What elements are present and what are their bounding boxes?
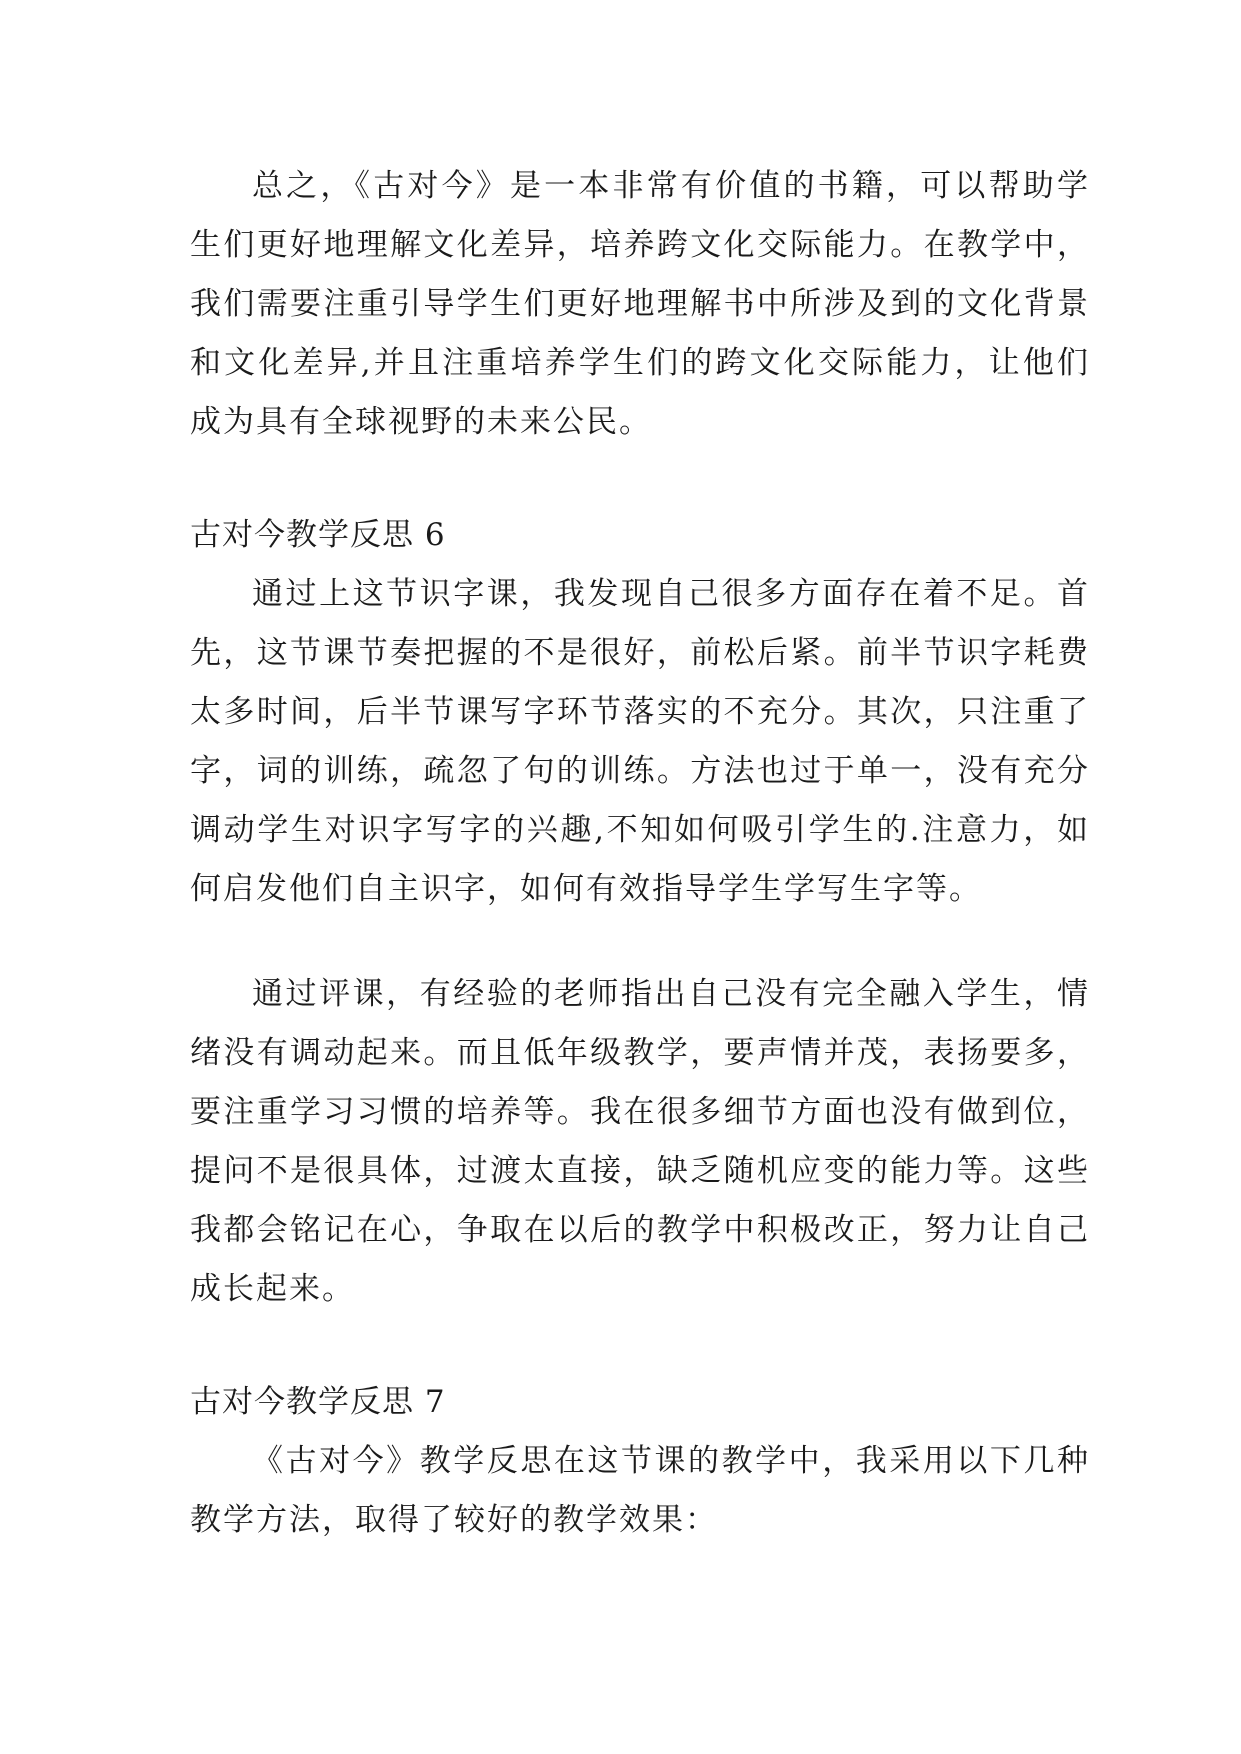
paragraph-reflection-7-part-1: 《古对今》教学反思在这节课的教学中，我采用以下几种教学方法，取得了较好的教学效果： bbox=[190, 1443, 1090, 1538]
section-heading-7: 古对今教学反思 7 bbox=[190, 1384, 446, 1420]
paragraph-conclusion: 总之，《古对今》是一本非常有价值的书籍，可以帮助学生们更好地理解文化差异，培养跨文化交际能力。在教学中，我们需要注重引导学生们更好地理解书中所涉及到的文化背景和文化差异,并且注重培养学生们的跨文化交际能力，让他们成为具有全球视野的未来公民。 bbox=[190, 168, 1090, 440]
paragraph-reflection-6-part-1: 通过上这节识字课，我发现自己很多方面存在着不足。首先，这节课节奏把握的不是很好，前松后紧。前半节识字耗费太多时间，后半节课写字环节落实的不充分。其次，只注重了字，词的训练，疏忽了句的训练。方法也过于单一，没有充分调动学生对识字写字的兴趣,不知如何吸引学生的.注意力，如何启发他们自主识字，如何有效指导学生学写生字等。 bbox=[190, 576, 1090, 907]
paragraph-reflection-6-part-2: 通过评课，有经验的老师指出自己没有完全融入学生，情绪没有调动起来。而且低年级教学，要声情并茂，表扬要多，要注重学习习惯的培养等。我在很多细节方面也没有做到位，提问不是很具体，过渡太直接，缺乏随机应变的能力等。这些我都会铭记在心，争取在以后的教学中积极改正，努力让自己成长起来。 bbox=[190, 976, 1090, 1307]
section-heading-6: 古对今教学反思 6 bbox=[190, 517, 446, 553]
